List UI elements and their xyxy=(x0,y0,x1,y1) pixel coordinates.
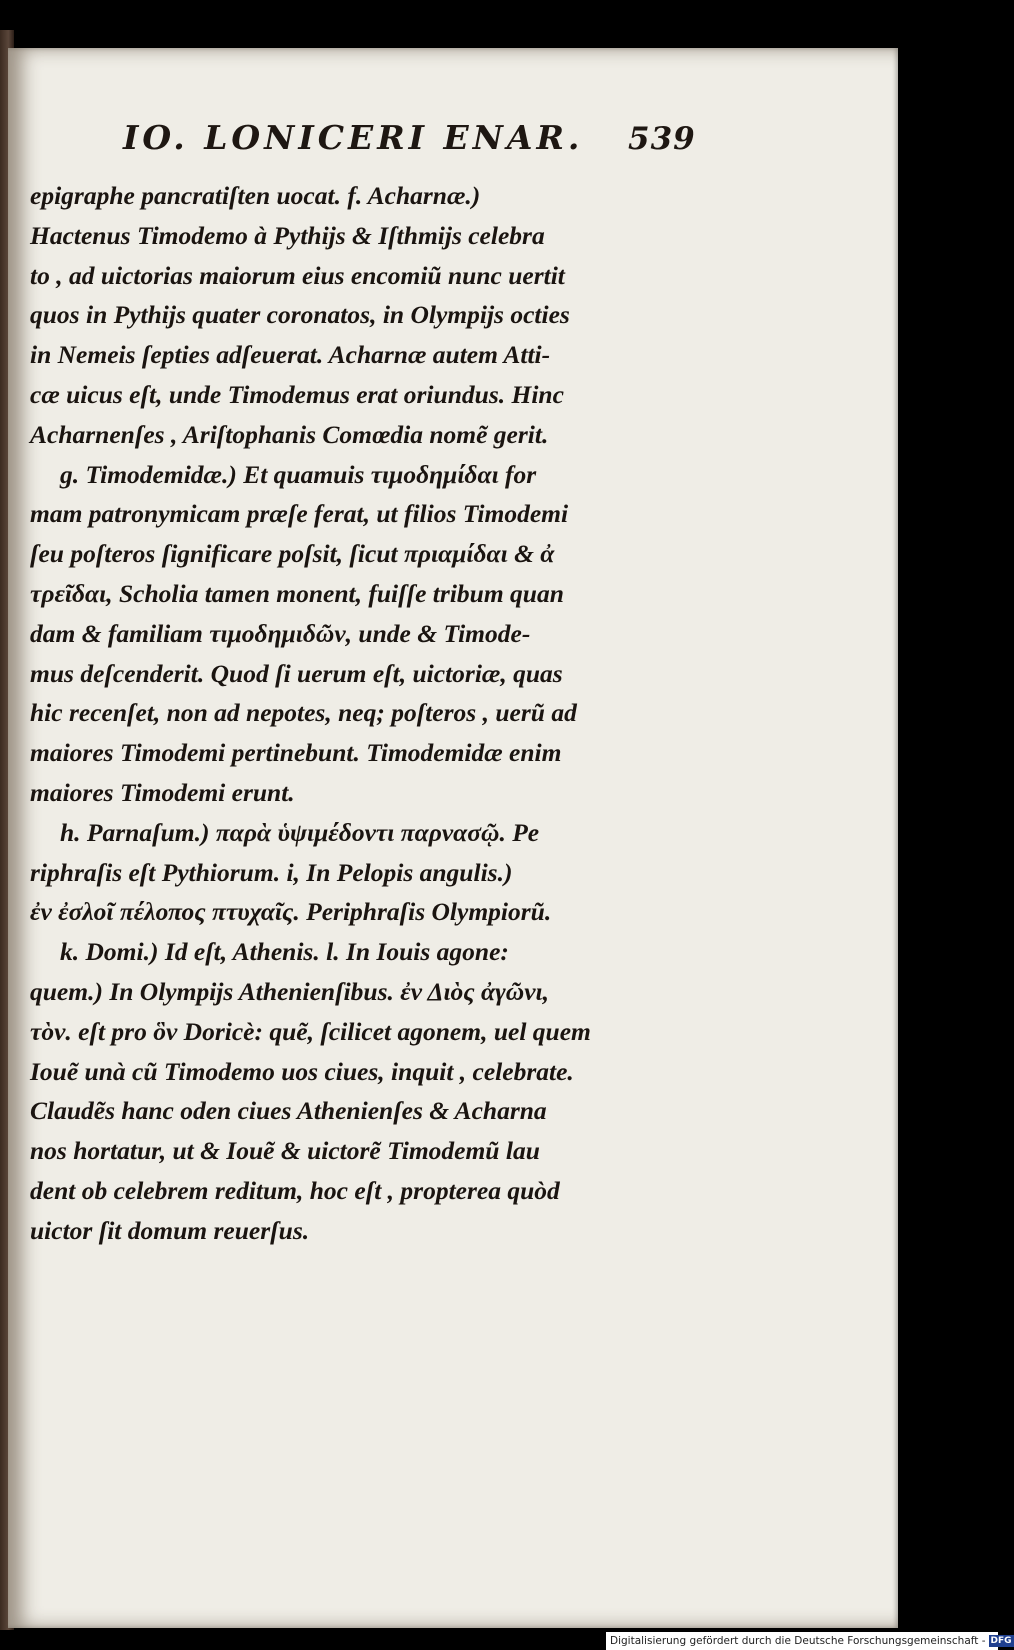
text-line: quem.) In Olympijs Athenienſibus. ἐν Διὸς ἀγῶνι, xyxy=(30,976,549,1006)
text-line: dam & familiam τιμοδημιδῶν, unde & Timode- xyxy=(30,618,531,648)
text-line: in Nemeis ſepties adſeuerat. Acharnæ autem Atti- xyxy=(30,340,551,370)
text-line: uictor ſit domum reuerſus. xyxy=(30,1215,310,1245)
credit-text: Digitalisierung gefördert durch die Deutsche Forschungsgemeinschaft - xyxy=(610,1635,986,1647)
running-header: IO. LONICERI ENAR. xyxy=(123,118,584,157)
text-line: h. Parnaſum.) παρὰ ὑψιμέδοντι παρνασῷ. Pe xyxy=(60,817,540,847)
dfg-logo: DFG xyxy=(990,1636,1012,1646)
text-line: mam patronymicam præſe ferat, ut filios Timodemi xyxy=(30,499,569,529)
text-line: dent ob celebrem reditum, hoc eſt , propterea quòd xyxy=(30,1175,560,1205)
text-line: quos in Pythijs quater coronatos, in Olympijs octies xyxy=(30,300,570,330)
text-line: riphraſis eſt Pythiorum. i, In Pelopis angulis.) xyxy=(30,857,513,887)
text-line: ἐν ἐσλοῖ πέλοπος πτυχαῖς. Periphraſis Olympiorũ. xyxy=(30,897,552,927)
text-line: Hactenus Timodemo à Pythijs & Iſthmijs celebra xyxy=(30,220,545,250)
text-line: nos hortatur, ut & Iouẽ & uictorẽ Timodemũ lau xyxy=(30,1136,540,1166)
page-number: 539 xyxy=(628,121,696,157)
digitization-credit xyxy=(606,1632,1012,1650)
text-line: to , ad uictorias maiorum eius encomiũ nunc uertit xyxy=(30,260,565,290)
text-line: Claudẽs hanc oden ciues Athenienſes & Acharna xyxy=(30,1096,547,1126)
book-page xyxy=(8,48,898,1628)
text-line: maiores Timodemi erunt. xyxy=(30,777,295,807)
text-line: g. Timodemidæ.) Et quamuis τιμοδημίδαι for xyxy=(60,459,537,489)
text-line: epigraphe pancratiſten uocat. f. Acharnæ.) xyxy=(30,181,481,210)
text-line: τρεῖδαι, Scholia tamen monent, fuiſſe tribum quan xyxy=(30,578,564,608)
text-line: Acharnenſes , Ariſtophanis Comœdia nomẽ gerit. xyxy=(30,419,549,449)
text-line: τὸν. eſt pro ὃν Doricè: quẽ, ſcilicet agonem, uel quem xyxy=(30,1016,591,1046)
body-text xyxy=(30,176,695,1251)
text-line: hic recenſet, non ad nepotes, neq; poſteros , uerũ ad xyxy=(30,698,577,728)
text-line: k. Domi.) Id eſt, Athenis. l. In Iouis agone: xyxy=(60,937,509,967)
text-line: ſeu poſteros ſignificare poſsit, ſicut πριαμίδαι & ἀ xyxy=(30,539,555,569)
text-line: cæ uicus eſt, unde Timodemus erat oriundus. Hinc xyxy=(30,379,564,409)
text-line: maiores Timodemi pertinebunt. Timodemidæ enim xyxy=(30,738,562,768)
text-line: Iouẽ unà cũ Timodemo uos ciues, inquit , celebrate. xyxy=(30,1056,574,1086)
text-line: mus deſcenderit. Quod ſi uerum eſt, uictoriæ, quas xyxy=(30,658,563,688)
